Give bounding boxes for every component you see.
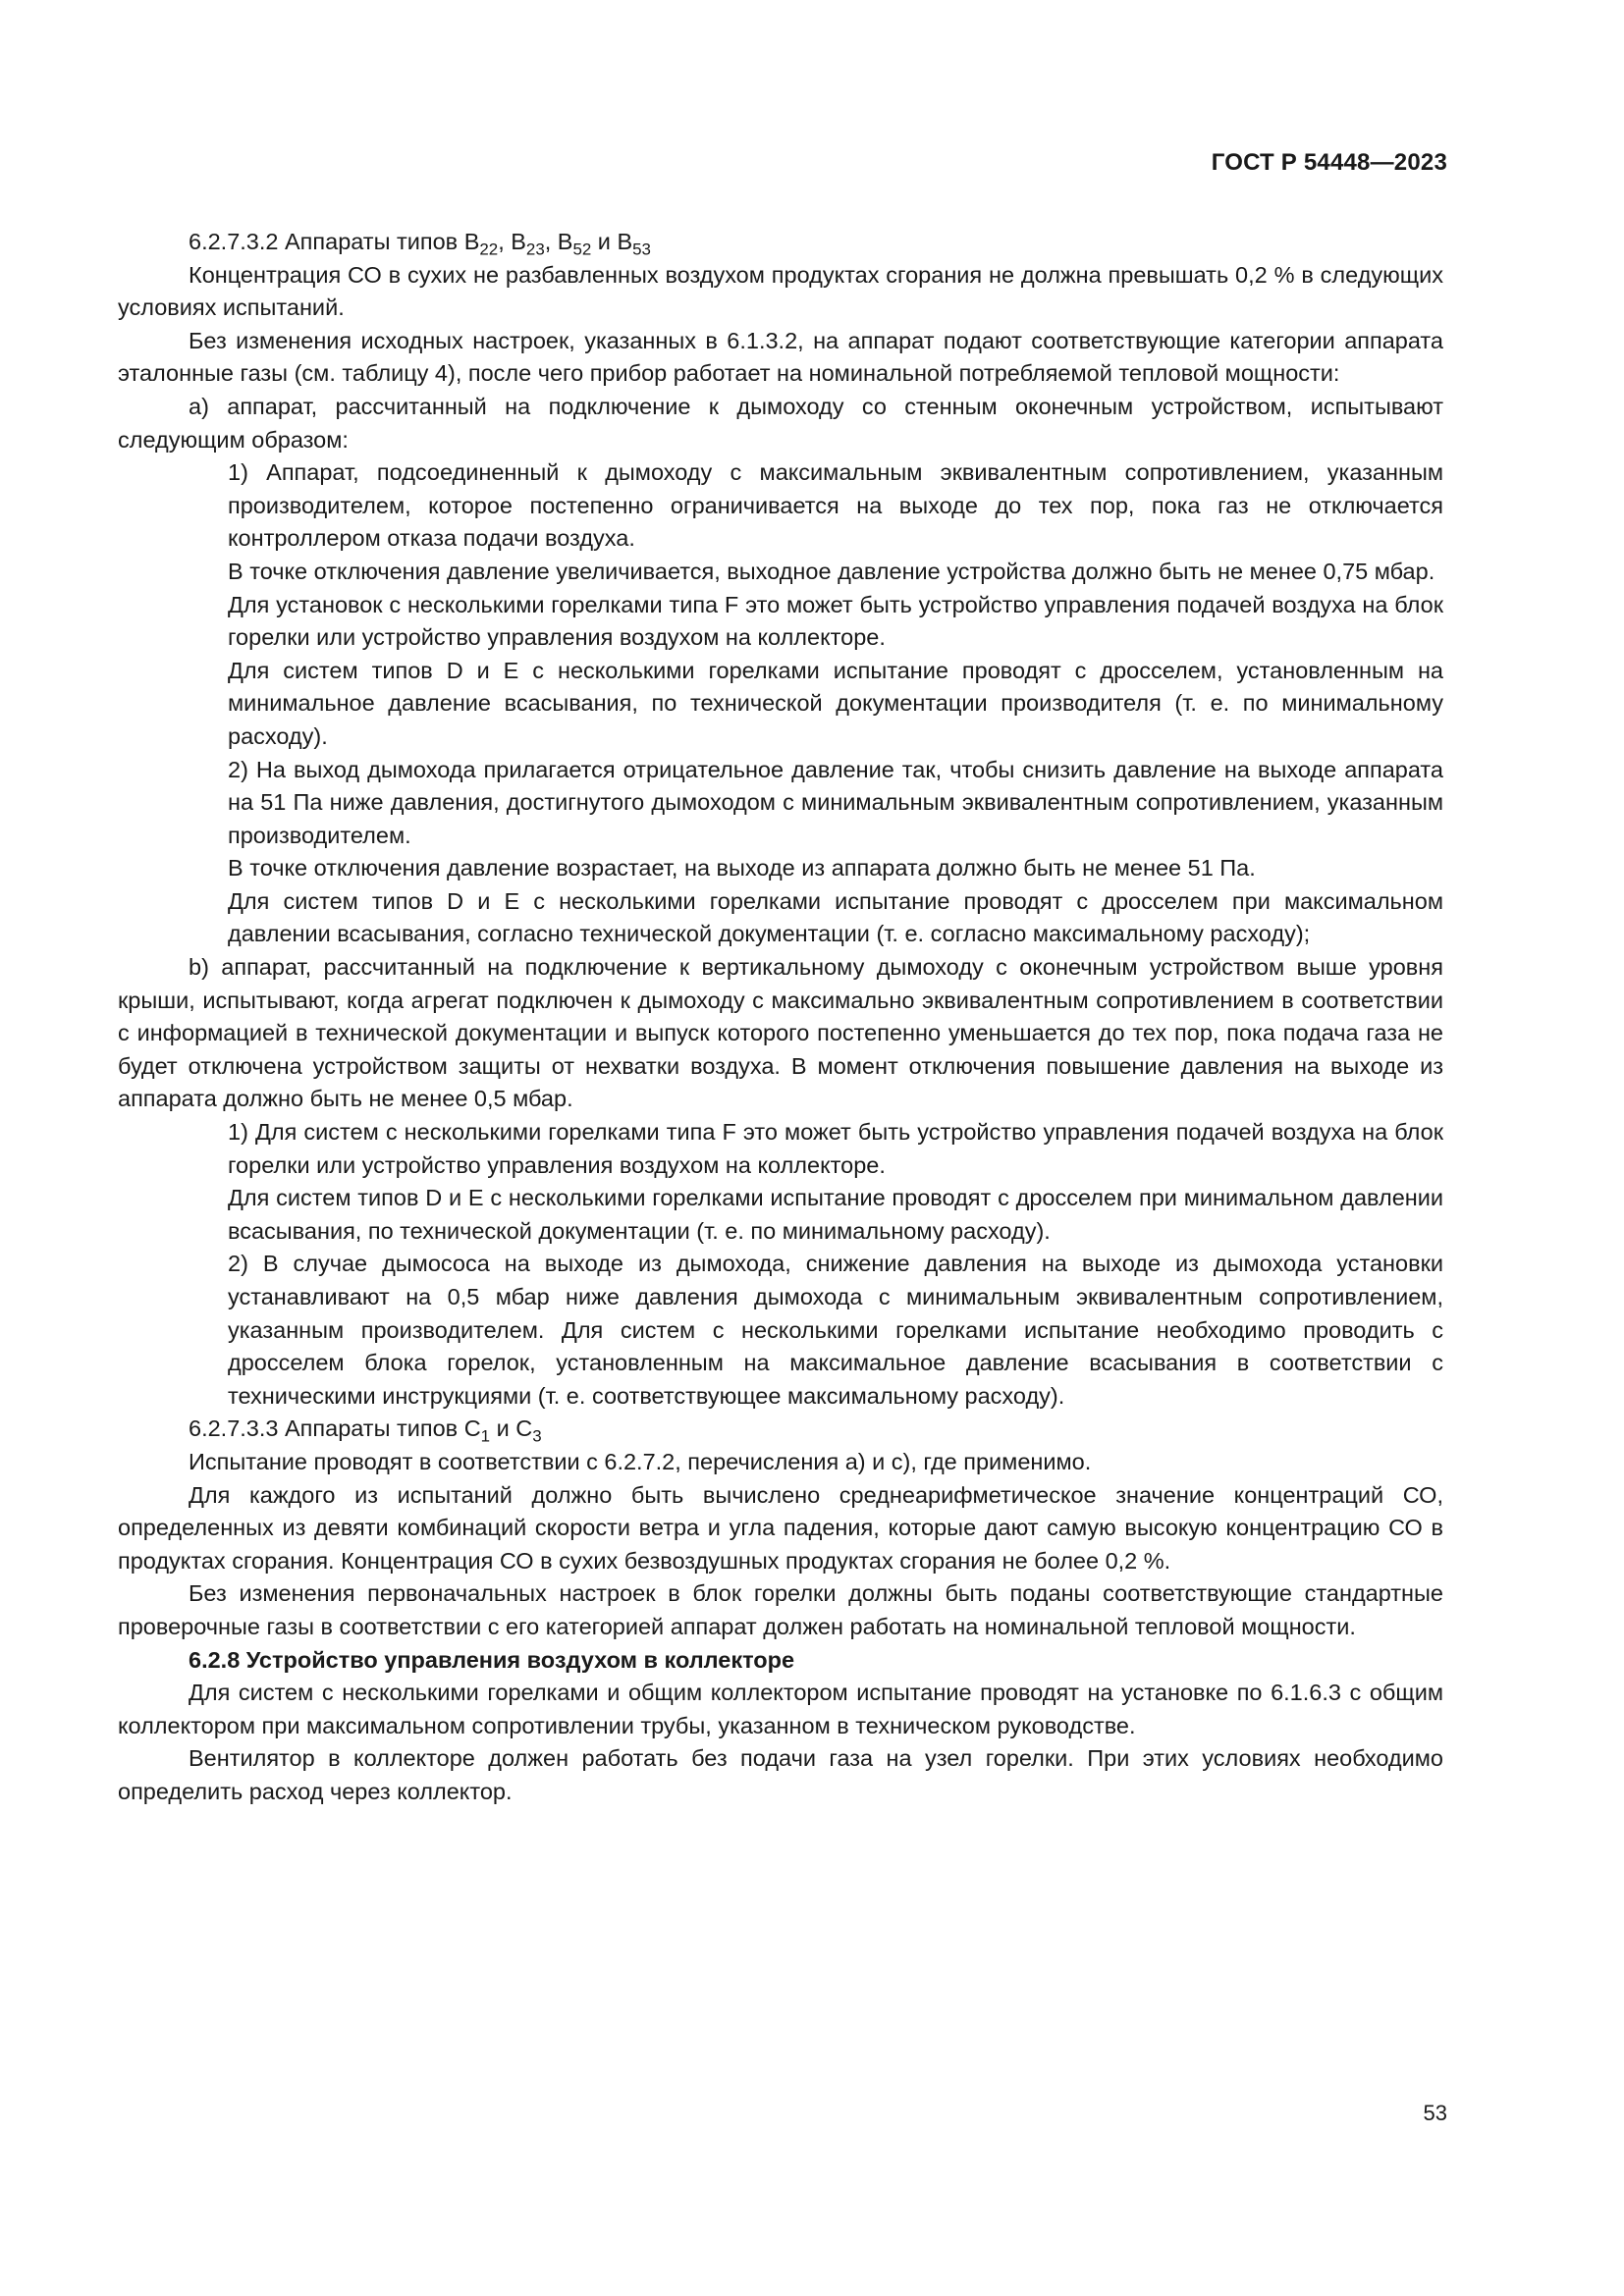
paragraph: Для установок с несколькими горелками типа F это может быть устройство управления подачей воздуха на блок горелки или устройство управления воздухом на коллекторе. <box>228 591 1443 651</box>
page-number: 53 <box>1423 2101 1447 2125</box>
page-content <box>118 226 1443 1809</box>
list-item-a-2: 2) На выход дымохода прилагается отрицательное давление так, чтобы снизить давление на выходе аппарата на 51 Па ниже давления, достигнутого дымоходом с минимальным эквивалентным сопротивлением, указанным производителем. <box>228 756 1443 848</box>
paragraph: Для систем типов D и E с несколькими горелками испытание проводят с дросселем при максимальном давлении всасывания, согласно технической документации (т. е. согласно максимальному расходу); <box>228 887 1443 947</box>
section-6-2-7-3-2-heading: 6.2.7.3.2 Аппараты типов $В_{22}$, $В_{23}$, $В_{52}$ и $В_{53}$ <box>189 229 651 259</box>
section-6-2-8-heading: 6.2.8 Устройство управления воздухом в коллекторе <box>189 1646 795 1673</box>
paragraph: В точке отключения давление увеличивается, выходное давление устройства должно быть не менее 0,75 мбар. <box>228 558 1435 584</box>
list-item-b: b) аппарат, рассчитанный на подключение к вертикальному дымоходу с оконечным устройством выше уровня крыши, испытывают, когда агрегат подключен к дымоходу с максимально эквивалентным сопротивлением в соответствии с информацией в технической документации и выпуск которого постепенно уменьшается до тех пор, пока подача газа не будет отключена устройством защиты от нехватки воздуха. В момент отключения повышение давления на выходе из аппарата должно быть не менее 0,5 мбар. <box>118 954 1443 1112</box>
paragraph: Без изменения исходных настроек, указанных в 6.1.3.2, на аппарат подают соответствующие категории аппарата эталонные газы (см. таблицу 4), после чего прибор работает на номинальной потребляемой тепловой мощности: <box>118 327 1443 387</box>
list-item-b-2: 2) В случае дымососа на выходе из дымохода, снижение давления на выходе из дымохода установки устанавливают на 0,5 мбар ниже давления дымохода с минимальным эквивалентным сопротивлением, указанным производителем. Для систем с несколькими горелками испытание необходимо проводить с дросселем блока горелок, установленным на максимальное давление всасывания в соответствии с техническими инструкциями (т. е. соответствующее максимальному расходу). <box>228 1251 1443 1409</box>
list-item-b-1: 1) Для систем с несколькими горелками типа F это может быть устройство управления подачей воздуха на блок горелки или устройство управления воздухом на коллекторе. <box>228 1119 1443 1178</box>
paragraph: Вентилятор в коллекторе должен работать без подачи газа на узел горелки. При этих условиях необходимо определить расход через коллектор. <box>118 1745 1443 1804</box>
paragraph: Для систем типов D и E с несколькими горелками испытание проводят с дросселем при минимальном давлении всасывания, по технической документации (т. е. по минимальному расходу). <box>228 1185 1443 1244</box>
paragraph: Для систем с несколькими горелками и общим коллектором испытание проводят на установке по 6.1.6.3 с общим коллектором при максимальном сопротивлении трубы, указанном в техническом руководстве. <box>118 1680 1443 1738</box>
paragraph: Без изменения первоначальных настроек в блок горелки должны быть поданы соответствующие стандартные проверочные газы в соответствии с его категорией аппарат должен работать на номинальной тепловой мощности. <box>118 1580 1443 1639</box>
paragraph: Для каждого из испытаний должно быть вычислено среднеарифметическое значение концентраций СО, определенных из девяти комбинаций скорости ветра и угла падения, которые дают самую высокую концентрацию СО в продуктах сгорания. Концентрация СО в сухих безвоздушных продуктах сгорания не более 0,2 %. <box>118 1481 1443 1574</box>
paragraph: Для систем типов D и E с несколькими горелками испытание проводят с дросселем, установленным на минимальное давление всасывания, по технической документации производителя (т. е. по минимальному расходу). <box>228 657 1443 749</box>
paragraph: Испытание проводят в соответствии с 6.2.7.2, перечисления a) и c), где применимо. <box>189 1448 1092 1474</box>
list-item-a-1: 1) Аппарат, подсоединенный к дымоходу с максимальным эквивалентным сопротивлением, указанным производителем, которое постепенно ограничивается на выходе до тех пор, пока газ не отключается контроллером отказа подачи воздуха. <box>228 459 1443 552</box>
paragraph: В точке отключения давление возрастает, на выходе из аппарата должно быть не менее 51 Па. <box>228 855 1256 881</box>
paragraph: Концентрация СО в сухих не разбавленных воздухом продуктах сгорания не должна превышать 0,2 % в следующих условиях испытаний. <box>118 261 1443 321</box>
list-item-a: a) аппарат, рассчитанный на подключение к дымоходу со стенным оконечным устройством, испытывают следующим образом: <box>118 393 1443 453</box>
document-id-header: ГОСТ Р 54448—2023 <box>1211 149 1447 176</box>
section-6-2-7-3-3-heading: 6.2.7.3.3 Аппараты типов $С_1$ и $С_3$ <box>189 1415 542 1446</box>
